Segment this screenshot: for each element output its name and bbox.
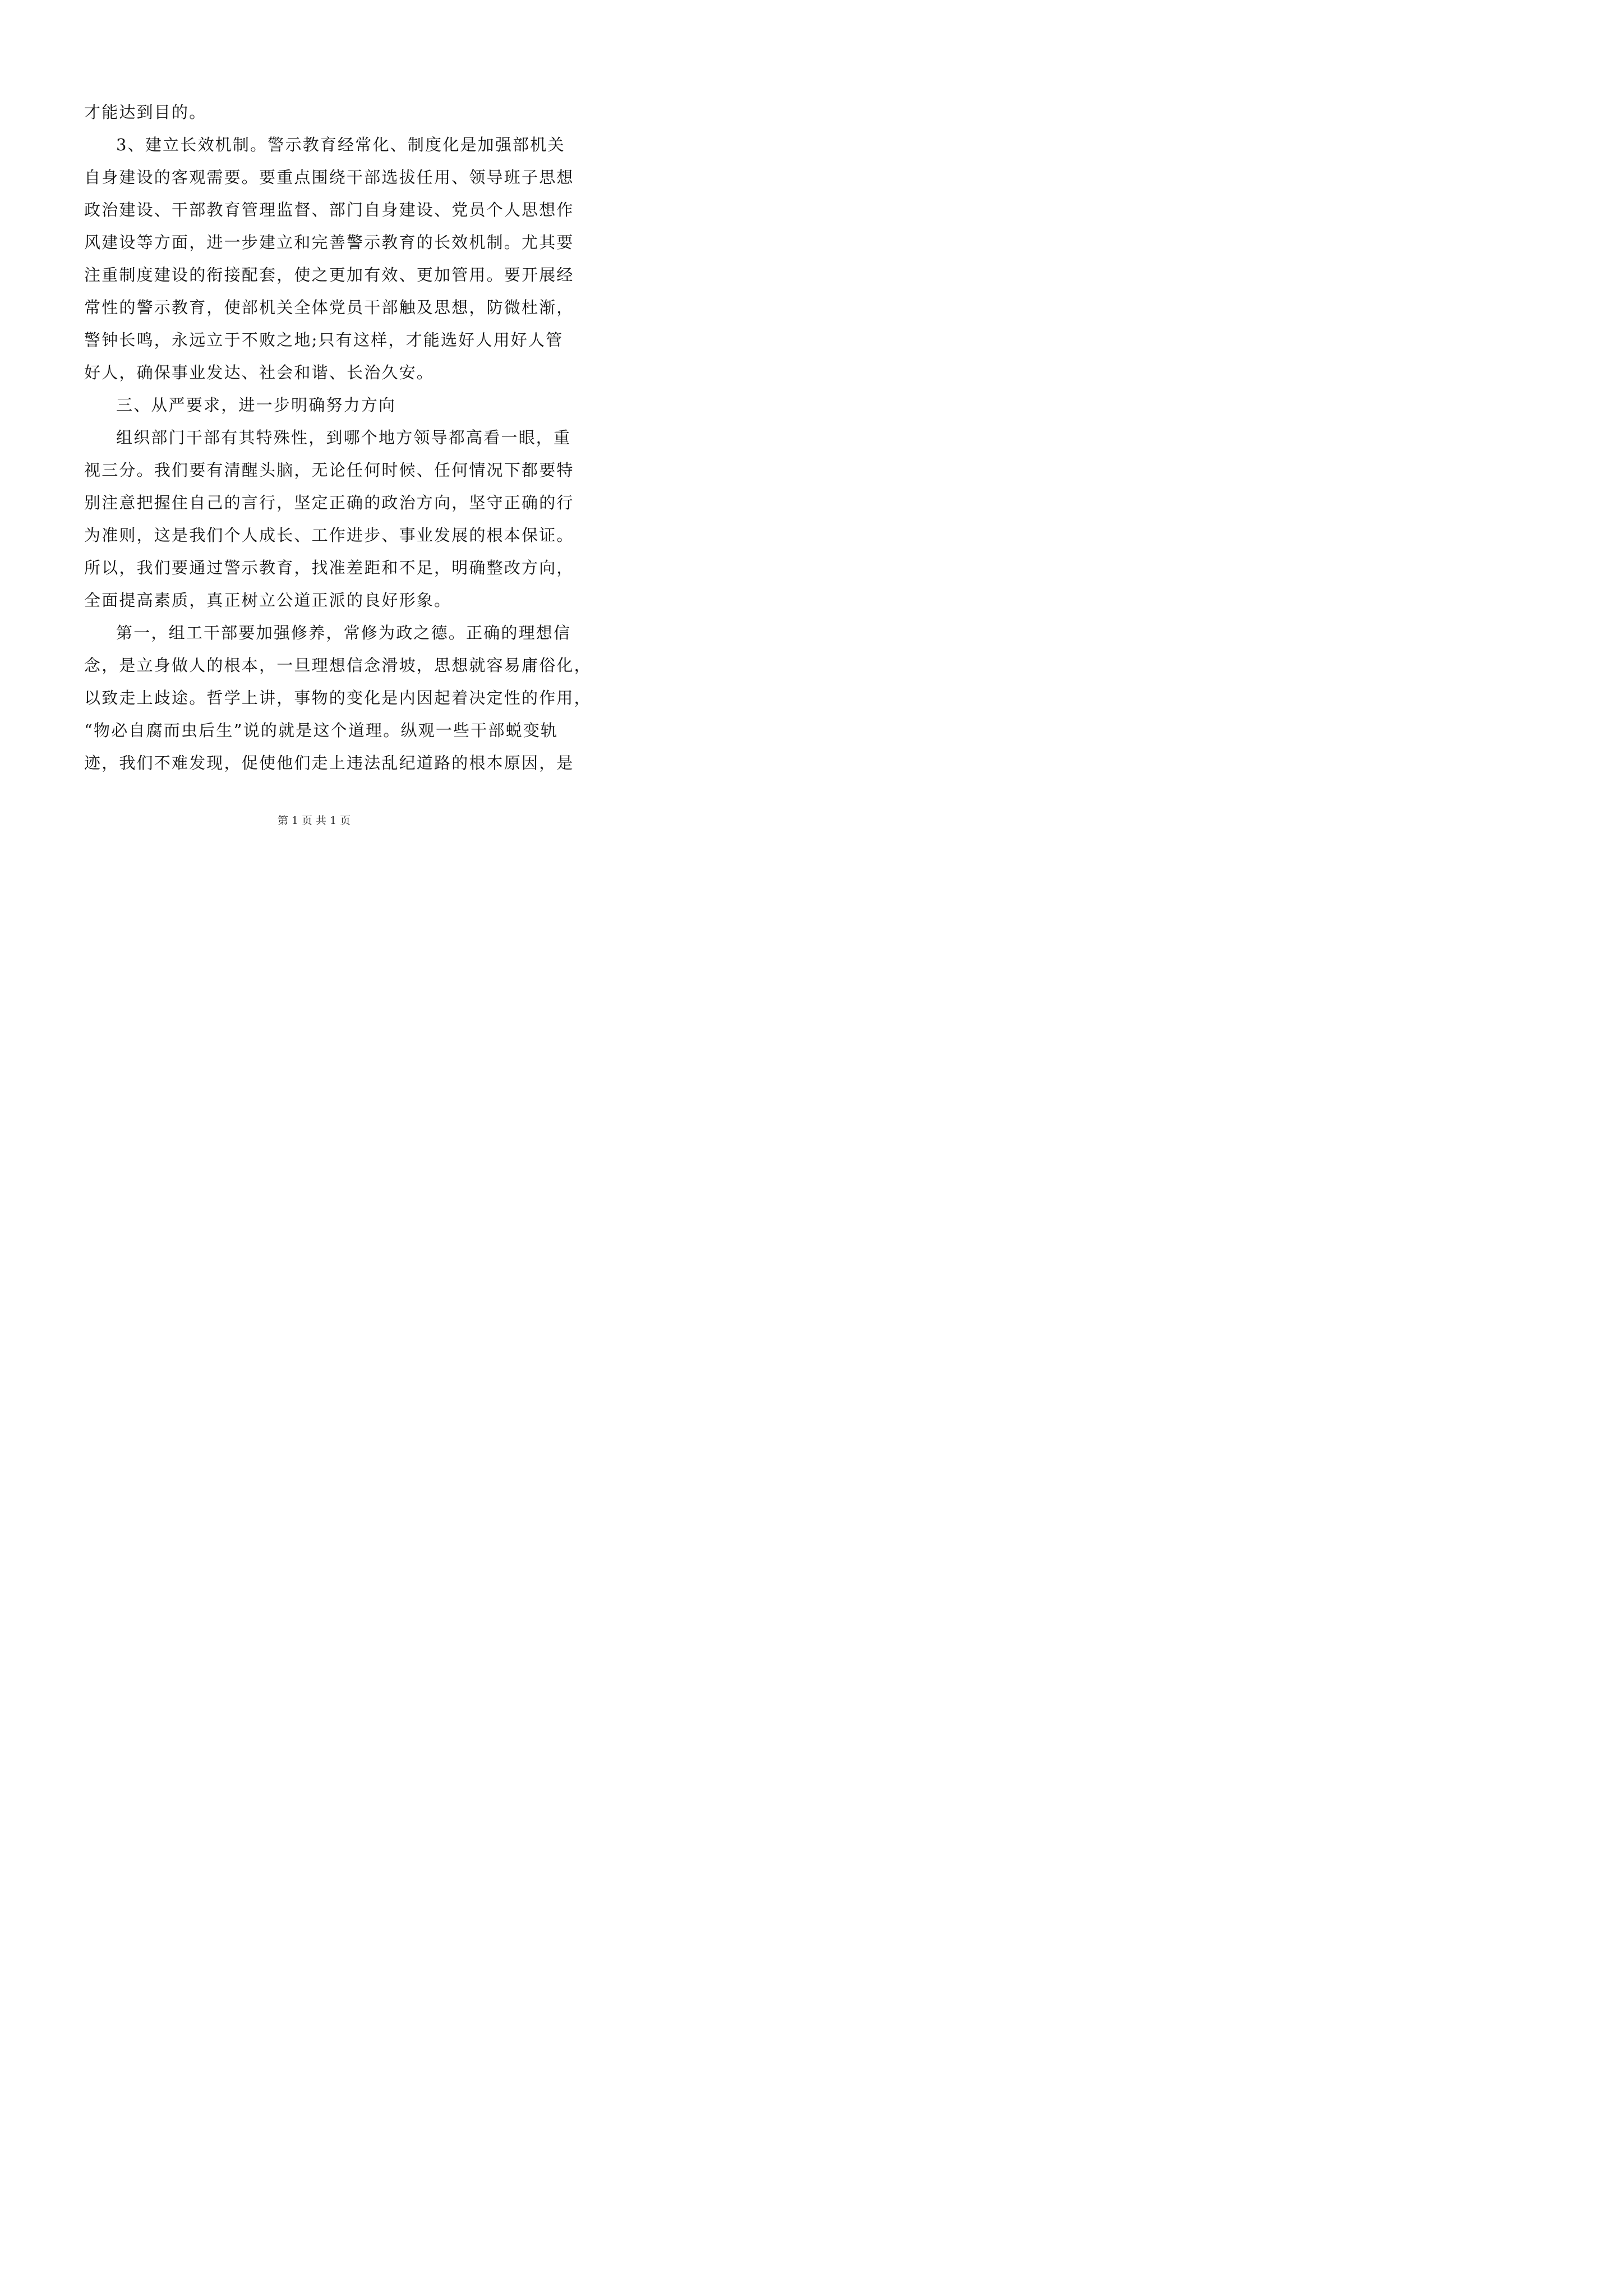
page-number-footer: 第 1 页 共 1 页 [277,815,351,827]
text-line: “物必自腐而虫后生”说的就是这个道理。纵观一些干部蜕变轨 [84,721,559,740]
text-line: 自身建设的客观需要。要重点围绕干部选拔任用、领导班子思想 [84,168,574,187]
text-line: 注重制度建设的衔接配套，使之更加有效、更加管用。要开展经 [84,265,574,284]
text-line: 好人，确保事业发达、社会和谐、长治久安。 [84,363,435,382]
text-line: 警钟长鸣，永远立于不败之地;只有这样，才能选好人用好人管 [84,330,564,349]
document-page [0,0,628,889]
text-line: 组织部门干部有其特殊性，到哪个地方领导都高看一眼，重 [116,428,571,447]
text-line: 视三分。我们要有清醒头脑，无论任何时候、任何情况下都要特 [84,461,574,480]
text-line: 为准则，这是我们个人成长、工作进步、事业发展的根本保证。 [84,526,574,545]
text-line: 所以，我们要通过警示教育，找准差距和不足，明确整改方向， [84,558,574,577]
text-line: 才能达到目的。 [84,103,207,122]
text-line: 迹，我们不难发现，促使他们走上违法乱纪道路的根本原因，是 [84,753,574,772]
text-line: 别注意把握住自己的言行，坚定正确的政治方向，坚守正确的行 [84,493,574,512]
text-line: 3、建立长效机制。警示教育经常化、制度化是加强部机关 [116,135,565,154]
text-line: 政治建设、干部教育管理监督、部门自身建设、党员个人思想作 [84,200,574,219]
text-line: 第一，组工干部要加强修养，常修为政之德。正确的理想信 [116,623,571,642]
text-line: 全面提高素质，真正树立公道正派的良好形象。 [84,591,452,610]
section-heading: 三、从严要求，进一步明确努力方向 [116,395,396,415]
text-line: 常性的警示教育，使部机关全体党员干部触及思想，防微杜渐， [84,298,574,317]
text-line: 风建设等方面，进一步建立和完善警示教育的长效机制。尤其要 [84,233,574,252]
text-line: 念，是立身做人的根本，一旦理想信念滑坡，思想就容易庸俗化， [84,656,592,675]
text-line: 以致走上歧途。哲学上讲，事物的变化是内因起着决定性的作用， [84,688,592,707]
